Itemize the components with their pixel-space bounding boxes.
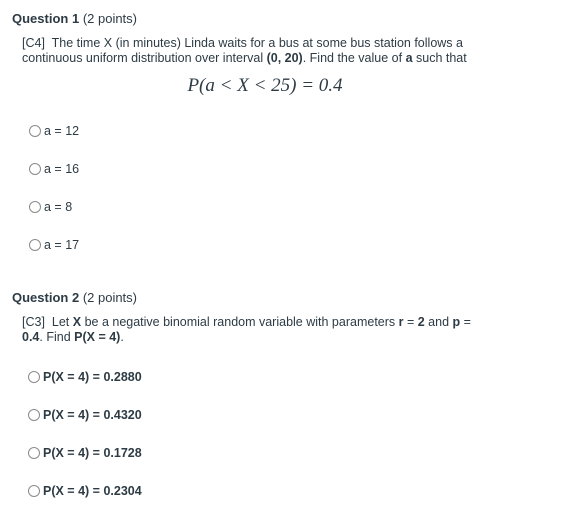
- radio-button[interactable]: [28, 371, 40, 383]
- option-label: a = 16: [44, 162, 80, 176]
- question-2-text-1a: Let: [51, 315, 73, 329]
- question-2-r-value: 2: [417, 315, 425, 329]
- question-1-option-4[interactable]: [29, 238, 79, 252]
- question-1-prompt: [22, 36, 467, 66]
- question-2-line-1: [22, 315, 471, 330]
- question-2-text-2b: . Find: [39, 330, 75, 344]
- radio-button[interactable]: [28, 447, 40, 459]
- question-1-line-2: [22, 51, 467, 66]
- question-2-option-1[interactable]: [28, 370, 142, 384]
- question-2-p-value: 0.4: [22, 330, 40, 344]
- question-1-option-3[interactable]: [29, 200, 72, 214]
- option-label: P(X = 4) = 0.4320: [43, 408, 142, 422]
- question-1-text-1: The time X (in minutes) Linda waits for a bus at some bus station follows a: [51, 36, 463, 50]
- question-2-line-2: [22, 330, 471, 345]
- radio-button[interactable]: [29, 239, 41, 251]
- question-2-option-3[interactable]: [28, 446, 142, 460]
- question-2-target: P(X = 4): [74, 330, 121, 344]
- question-1-line-1: [22, 36, 467, 51]
- option-label: P(X = 4) = 0.2880: [43, 370, 142, 384]
- question-1-interval: (0, 20): [266, 51, 303, 65]
- question-1-text-2e: such that: [412, 51, 467, 65]
- question-2-var-x: X: [72, 315, 82, 329]
- option-label: P(X = 4) = 0.1728: [43, 446, 142, 460]
- question-1-option-1[interactable]: [29, 124, 79, 138]
- option-label: a = 8: [44, 200, 73, 214]
- question-2-tag: [C3]: [22, 315, 45, 329]
- question-1-points: (2 points): [82, 11, 138, 26]
- question-1-formula-text: P(a < X < 25) = 0.4: [187, 75, 343, 96]
- question-1-title: Question 1: [12, 11, 80, 26]
- question-2-option-4[interactable]: [28, 484, 142, 498]
- option-label: a = 12: [44, 124, 80, 138]
- question-2-text-1c: be a negative binomial random variable with parameters: [81, 315, 399, 329]
- radio-button[interactable]: [29, 201, 41, 213]
- option-label: P(X = 4) = 0.2304: [43, 484, 142, 498]
- question-1-text-2c: . Find the value of: [302, 51, 406, 65]
- question-2-var-r: r: [398, 315, 404, 329]
- radio-button[interactable]: [28, 409, 40, 421]
- question-1-header: [12, 11, 137, 26]
- question-2-prompt: [22, 315, 471, 345]
- question-2-title: Question 2: [12, 290, 80, 305]
- question-2-points: (2 points): [82, 290, 138, 305]
- option-label: a = 17: [44, 238, 80, 252]
- radio-button[interactable]: [29, 125, 41, 137]
- question-2-text-1i: =: [460, 315, 471, 329]
- question-2-option-2[interactable]: [28, 408, 142, 422]
- question-2-text-2d: .: [120, 330, 124, 344]
- question-2-text-1g: and: [424, 315, 453, 329]
- radio-button[interactable]: [28, 485, 40, 497]
- question-2-text-1e: =: [403, 315, 418, 329]
- question-2-header: [12, 290, 137, 305]
- question-2-var-p: p: [452, 315, 461, 329]
- question-1-text-2a: continuous uniform distribution over interval: [22, 51, 267, 65]
- radio-button[interactable]: [29, 163, 41, 175]
- question-1-formula: [0, 75, 530, 97]
- question-1-var-a: a: [405, 51, 413, 65]
- question-1-option-2[interactable]: [29, 162, 79, 176]
- question-1-tag: [C4]: [22, 36, 45, 50]
